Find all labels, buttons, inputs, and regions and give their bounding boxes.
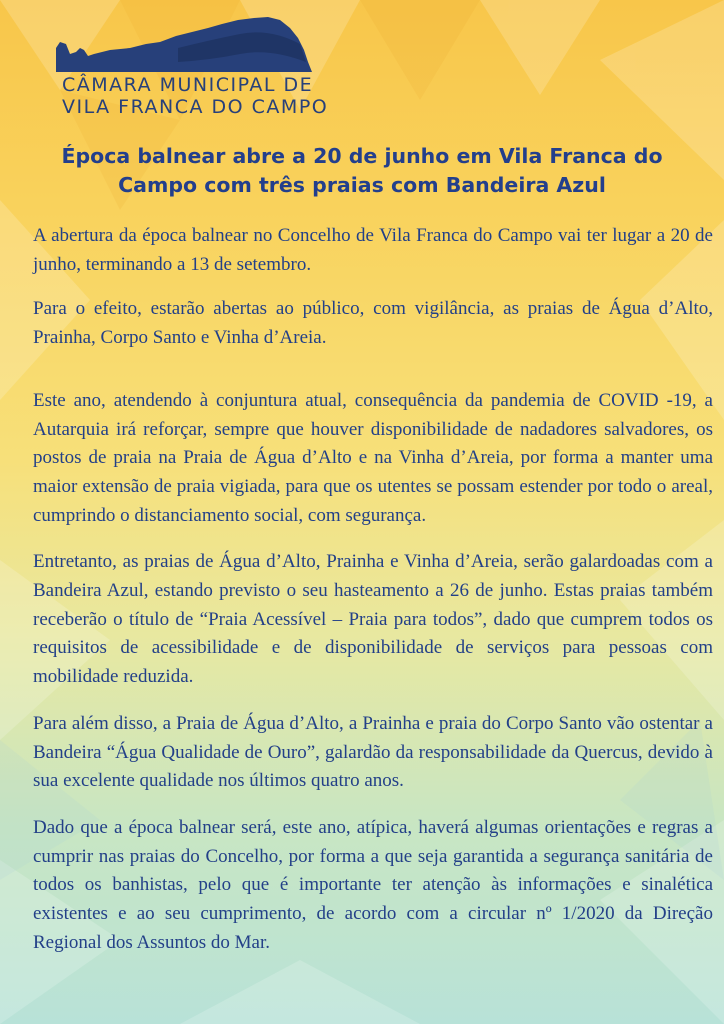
article-title: Época balnear abre a 20 de junho em Vila Franca do Campo com três praias com Bandeira Azul [61,144,663,197]
article-body [33,222,713,957]
municipality-logo [50,14,330,118]
paragraph-1: A abertura da época balnear no Concelho de Vila Franca do Campo vai ter lugar a 20 de junho, terminando a 13 de setembro. [33,225,713,275]
paragraph-3: Este ano, atendendo à conjuntura atual, consequência da pandemia de COVID -19, a Autarquia irá reforçar, sempre que houver disponibilidade de nadadores salvadores, os postos de praia na Praia de Água d’Alto e na Vinha d’Areia, por forma a manter uma maior extensão de praia vigiada, para que os utentes se possam estender por todo o areal, cumprindo o distanciamento social, com segurança. [33,389,713,526]
island-silhouette-icon [50,14,320,74]
paragraph-2: Para o efeito, estarão abertas ao público, com vigilância, as praias de Água d’Alto, Prainha, Corpo Santo e Vinha d’Areia. [33,298,713,349]
paragraph-6: Dado que a época balnear será, este ano, atípica, haverá algumas orientações e regras a cumprir nas praias do Concelho, por forma a que seja garantida a segurança sanitária de todos os banhistas, pelo que é importante ter atenção às informações e sinalética existentes e ao seu cumprimento, de acordo com a circular nº 1/2020 da Direção Regional dos Assuntos do Mar. [33,816,713,953]
paragraph-5: Para além disso, a Praia de Água d’Alto, a Prainha e praia do Corpo Santo vão ostentar a Bandeira “Água Qualidade de Ouro”, galardão da responsabilidade da Quercus, devido à sua excelente qualidade nos últimos quatro anos. [33,712,713,792]
logo-text-line1: CÂMARA MUNICIPAL DE [62,74,314,96]
paragraph-4: Entretanto, as praias de Água d’Alto, Prainha e Vinha d’Areia, serão galardoadas com a Bandeira Azul, estando previsto o seu hasteamento a 26 de junho. Estas praias também receberão o título de “Praia Acessível – Praia para todos”, dado que cumprem todos os requisitos de acessibilidade e de disponibilidade de serviços para pessoas com mobilidade reduzida. [33,551,713,688]
logo-text-line2: VILA FRANCA DO CAMPO [62,96,329,118]
